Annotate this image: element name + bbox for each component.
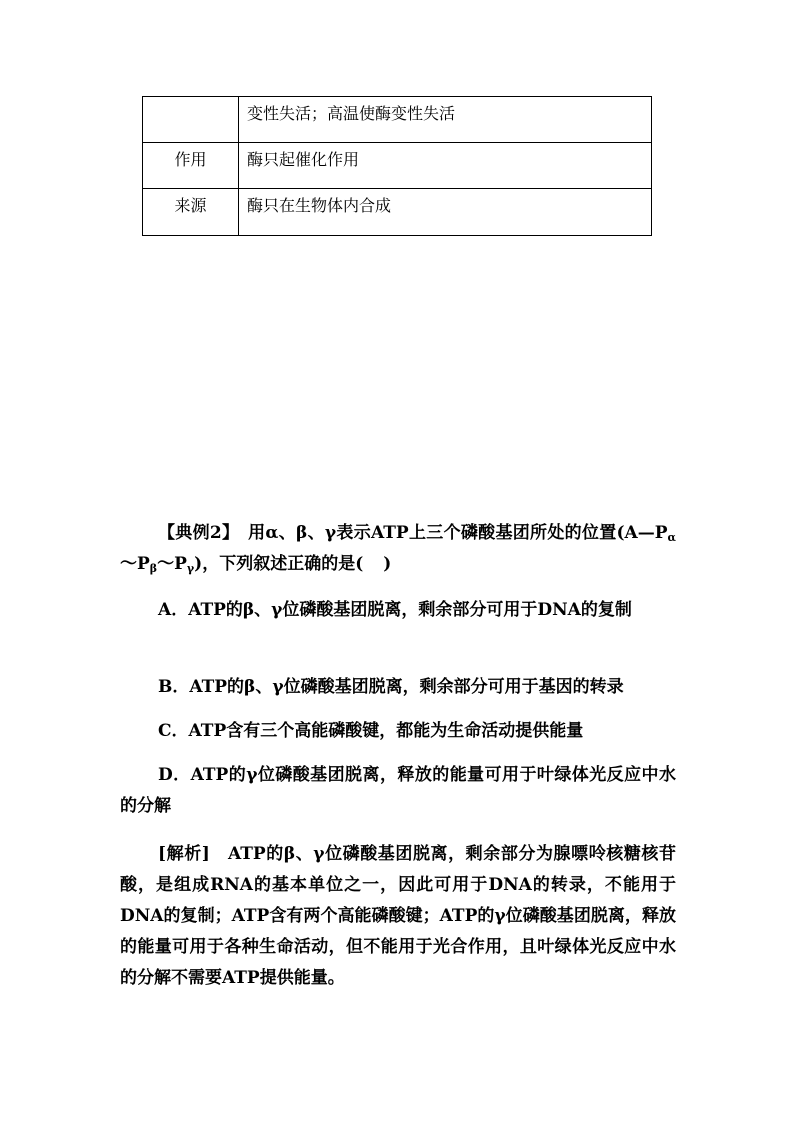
comparison-table [142,96,652,236]
table-value-cell: 酶只在生物体内合成 [239,189,652,236]
table-key-cell: 来源 [143,189,239,236]
table-row [143,97,652,143]
example-question-stem: 【典例2】 用α、β、γ表示ATP上三个磷酸基团所处的位置$(A—P_\alpha\sim P_\beta\sim P_\gamma)$，下列叙述正确的是( ) [120,523,676,575]
analysis-tag: [解析] [158,844,210,864]
table-row [143,189,652,236]
analysis-paragraph [120,839,676,994]
option-d: D．ATP的γ位磷酸基团脱离，释放的能量可用于叶绿体光反应中水的分解 [120,765,676,816]
table-key-cell [143,97,239,143]
table-value-cell: 变性失活；高温使酶变性失活 [239,97,652,143]
option-c: C．ATP含有三个高能磷酸键，都能为生命活动提供能量 [158,721,584,741]
option-b: B．ATP的β、γ位磷酸基团脱离，剩余部分可用于基因的转录 [158,677,624,697]
table-value-cell: 酶只起催化作用 [239,143,652,189]
table-row [143,143,652,189]
option-a: A．ATP的β、γ位磷酸基团脱离，剩余部分可用于DNA的复制 [158,600,632,620]
analysis-text: ATP的β、γ位磷酸基团脱离，剩余部分为腺嘌呤核糖核苷酸，是组成RNA的基本单位之一，因此可用于DNA的转录，不能用于DNA的复制；ATP含有两个高能磷酸键；ATP的γ位磷酸基团脱离，释放的能量可用于各种生命活动，但不能用于光合作用，且叶绿体光反应中水的分解不需要ATP提供能量。 [120,844,676,988]
table-key-cell: 作用 [143,143,239,189]
example-tag: 【典例2】 [158,523,231,543]
